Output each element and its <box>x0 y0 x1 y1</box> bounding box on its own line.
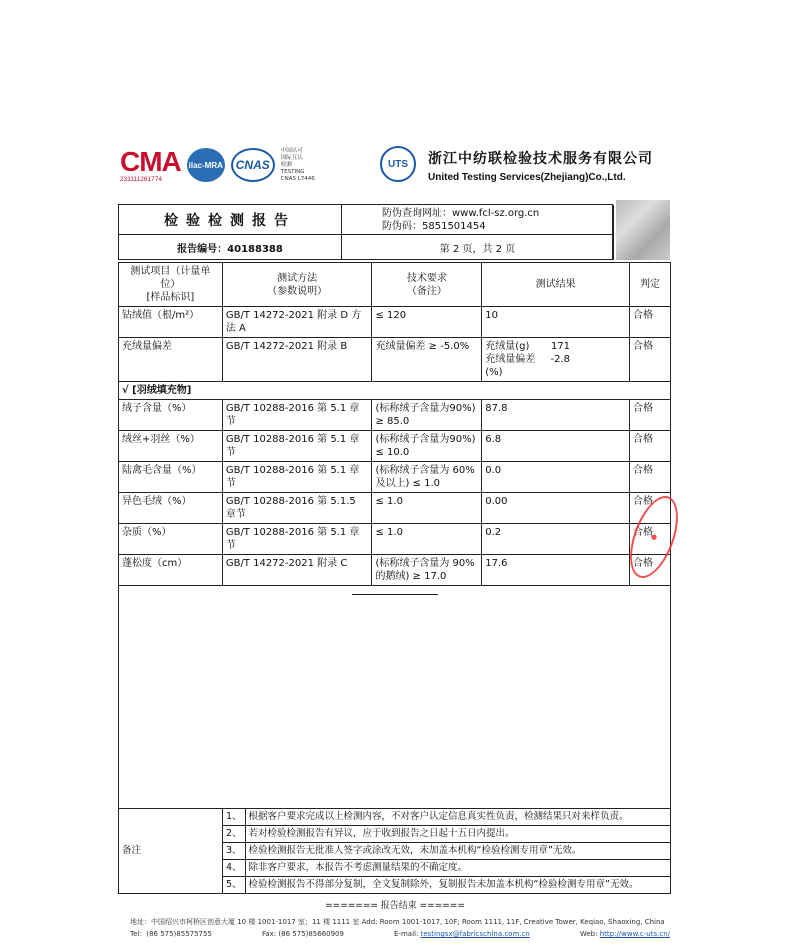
end-of-results-divider <box>352 594 438 595</box>
test-results-table <box>118 262 671 586</box>
blank-area <box>118 582 671 808</box>
note-item: 检验检测报告无批准人签字或涂改无效，未加盖本机构“检验检测专用章”无效。 <box>245 843 670 860</box>
notes-table: 备注 1、 根据客户要求完成以上检测内容，不对客户认定信息真实性负责，检测结果只对来样负责。 2、 若对检验检测报告有异议，应于收到报告之日起十五日内提出。 3、 检验检测报告无批准人签字或涂改无效，未加盖本机构“检验检测专用章”无效。 4、 除非客户要求，本报告不考虑测量结果的不确定度。 5、 检验检测报告不得部分复制，全文复制除外，复制报告未加盖本机构“检验检测专用章”无效。 <box>118 808 671 894</box>
header-item: 测试项目（计量单位） [样品标识] <box>119 263 223 307</box>
footer-fax: Fax: (86 575)85660909 <box>261 930 344 938</box>
uts-logo: UTS <box>380 146 416 182</box>
cnas-logo: CNAS <box>231 148 275 182</box>
report-header <box>118 204 613 260</box>
table-row: 充绒量偏差 GB/T 14272-2021 附录 B 充绒量偏差 ≥ -5.0% 充绒量(g) 171 充绒量偏差(%) -2.8 合格 <box>119 338 671 382</box>
table-row: 绒丝+羽丝（%） GB/T 10288-2016 第 5.1 章节 (标称绒子含量为90%) ≤ 10.0 6.8 合格 <box>119 431 671 462</box>
report-title: 检验检测报告 <box>119 205 342 235</box>
table-row: 钴绒值（根/m²） GB/T 14272-2021 附录 D 方法 A ≤ 120 10 合格 <box>119 307 671 338</box>
table-header-row <box>119 263 671 307</box>
header-judgement: 判定 <box>630 263 671 307</box>
note-item: 检验检测报告不得部分复制，全文复制除外，复制报告未加盖本机构“检验检测专用章”无效。 <box>245 877 670 894</box>
table-row: 异色毛绒（%） GB/T 10288-2016 第 5.1.5 章节 ≤ 1.0 0.00 合格 <box>119 493 671 524</box>
note-item: 若对检验检测报告有异议，应于收到报告之日起十五日内提出。 <box>245 826 670 843</box>
section-row: √ [羽绒填充物] <box>119 382 671 400</box>
table-row: 绒子含量（%） GB/T 10288-2016 第 5.1 章节 (标称绒子含量为90%) ≥ 85.0 87.8 合格 <box>119 400 671 431</box>
table-row: 蓬松度（cm） GB/T 14272-2021 附录 C (标称绒子含量为 90% 的鹅绒) ≥ 17.0 17.6 合格 <box>119 555 671 586</box>
footer-address: 地址：中国绍兴市柯桥区创意大厦 10 楼 1001-1017 室；11 楼 1111 室 Add: Room 1001-1017, 10F; Room 1111, 11F, Creative Tower, Keqiao, Shaoxing, China <box>130 918 665 926</box>
company-name: 浙江中纺联检验技术服务有限公司 United Testing Services(Zhejiang)Co.,Ltd. <box>428 151 653 183</box>
qr-code-blurred <box>616 200 670 260</box>
cnas-text: 中国认可 国际互认 检测 TESTING CNAS L7446 <box>280 147 315 182</box>
ilac-mra-logo: ilac-MRA <box>187 148 225 182</box>
report-end-marker: ======= 报告结束 ====== <box>325 901 465 911</box>
header-requirement: 技术要求 （备注） <box>372 263 482 307</box>
red-seal-stamp: ● <box>620 490 687 584</box>
accreditation-logos <box>120 140 315 190</box>
report-number: 报告编号：40188388 <box>119 235 342 260</box>
footer-web-link[interactable]: http://www.c-uts.cn/ <box>599 930 670 938</box>
notes-label: 备注 <box>119 809 223 894</box>
cma-logo: CMA 231111261774 <box>120 145 181 183</box>
table-row: 陆禽毛含量（%） GB/T 10288-2016 第 5.1 章节 (标称绒子含量为 60% 及以上) ≤ 1.0 0.0 合格 <box>119 462 671 493</box>
note-item: 根据客户要求完成以上检测内容，不对客户认定信息真实性负责，检测结果只对来样负责。 <box>245 809 670 826</box>
note-item: 除非客户要求，本报告不考虑测量结果的不确定度。 <box>245 860 670 877</box>
header-result: 测试结果 <box>482 263 630 307</box>
footer-tel: Tel：(86 575)85575755 <box>130 930 212 938</box>
page-number: 第 2 页，共 2 页 <box>342 235 614 260</box>
table-row: 杂质（%） GB/T 10288-2016 第 5.1 章节 ≤ 1.0 0.2 合格 <box>119 524 671 555</box>
footer: 地址：中国绍兴市柯桥区创意大厦 10 楼 1001-1017 室；11 楼 1111 室 Add: Room 1001-1017, 10F; Room 1111, 11F, Creative Tower, Keqiao, Shaoxing, China Tel：(86 575)85575755 Fax: (86 575)85660909 E-mail: testingsx@fabricschina.com.cn Web: http://www.c-uts.cn/ <box>130 918 670 938</box>
anti-counterfeit-info: 防伪查询网址：www.fcl-sz.org.cn 防伪码：5851501454 <box>342 205 614 235</box>
header-method: 测试方法 （参数说明） <box>222 263 372 307</box>
footer-email-link[interactable]: testingsx@fabricschina.com.cn <box>420 930 530 938</box>
